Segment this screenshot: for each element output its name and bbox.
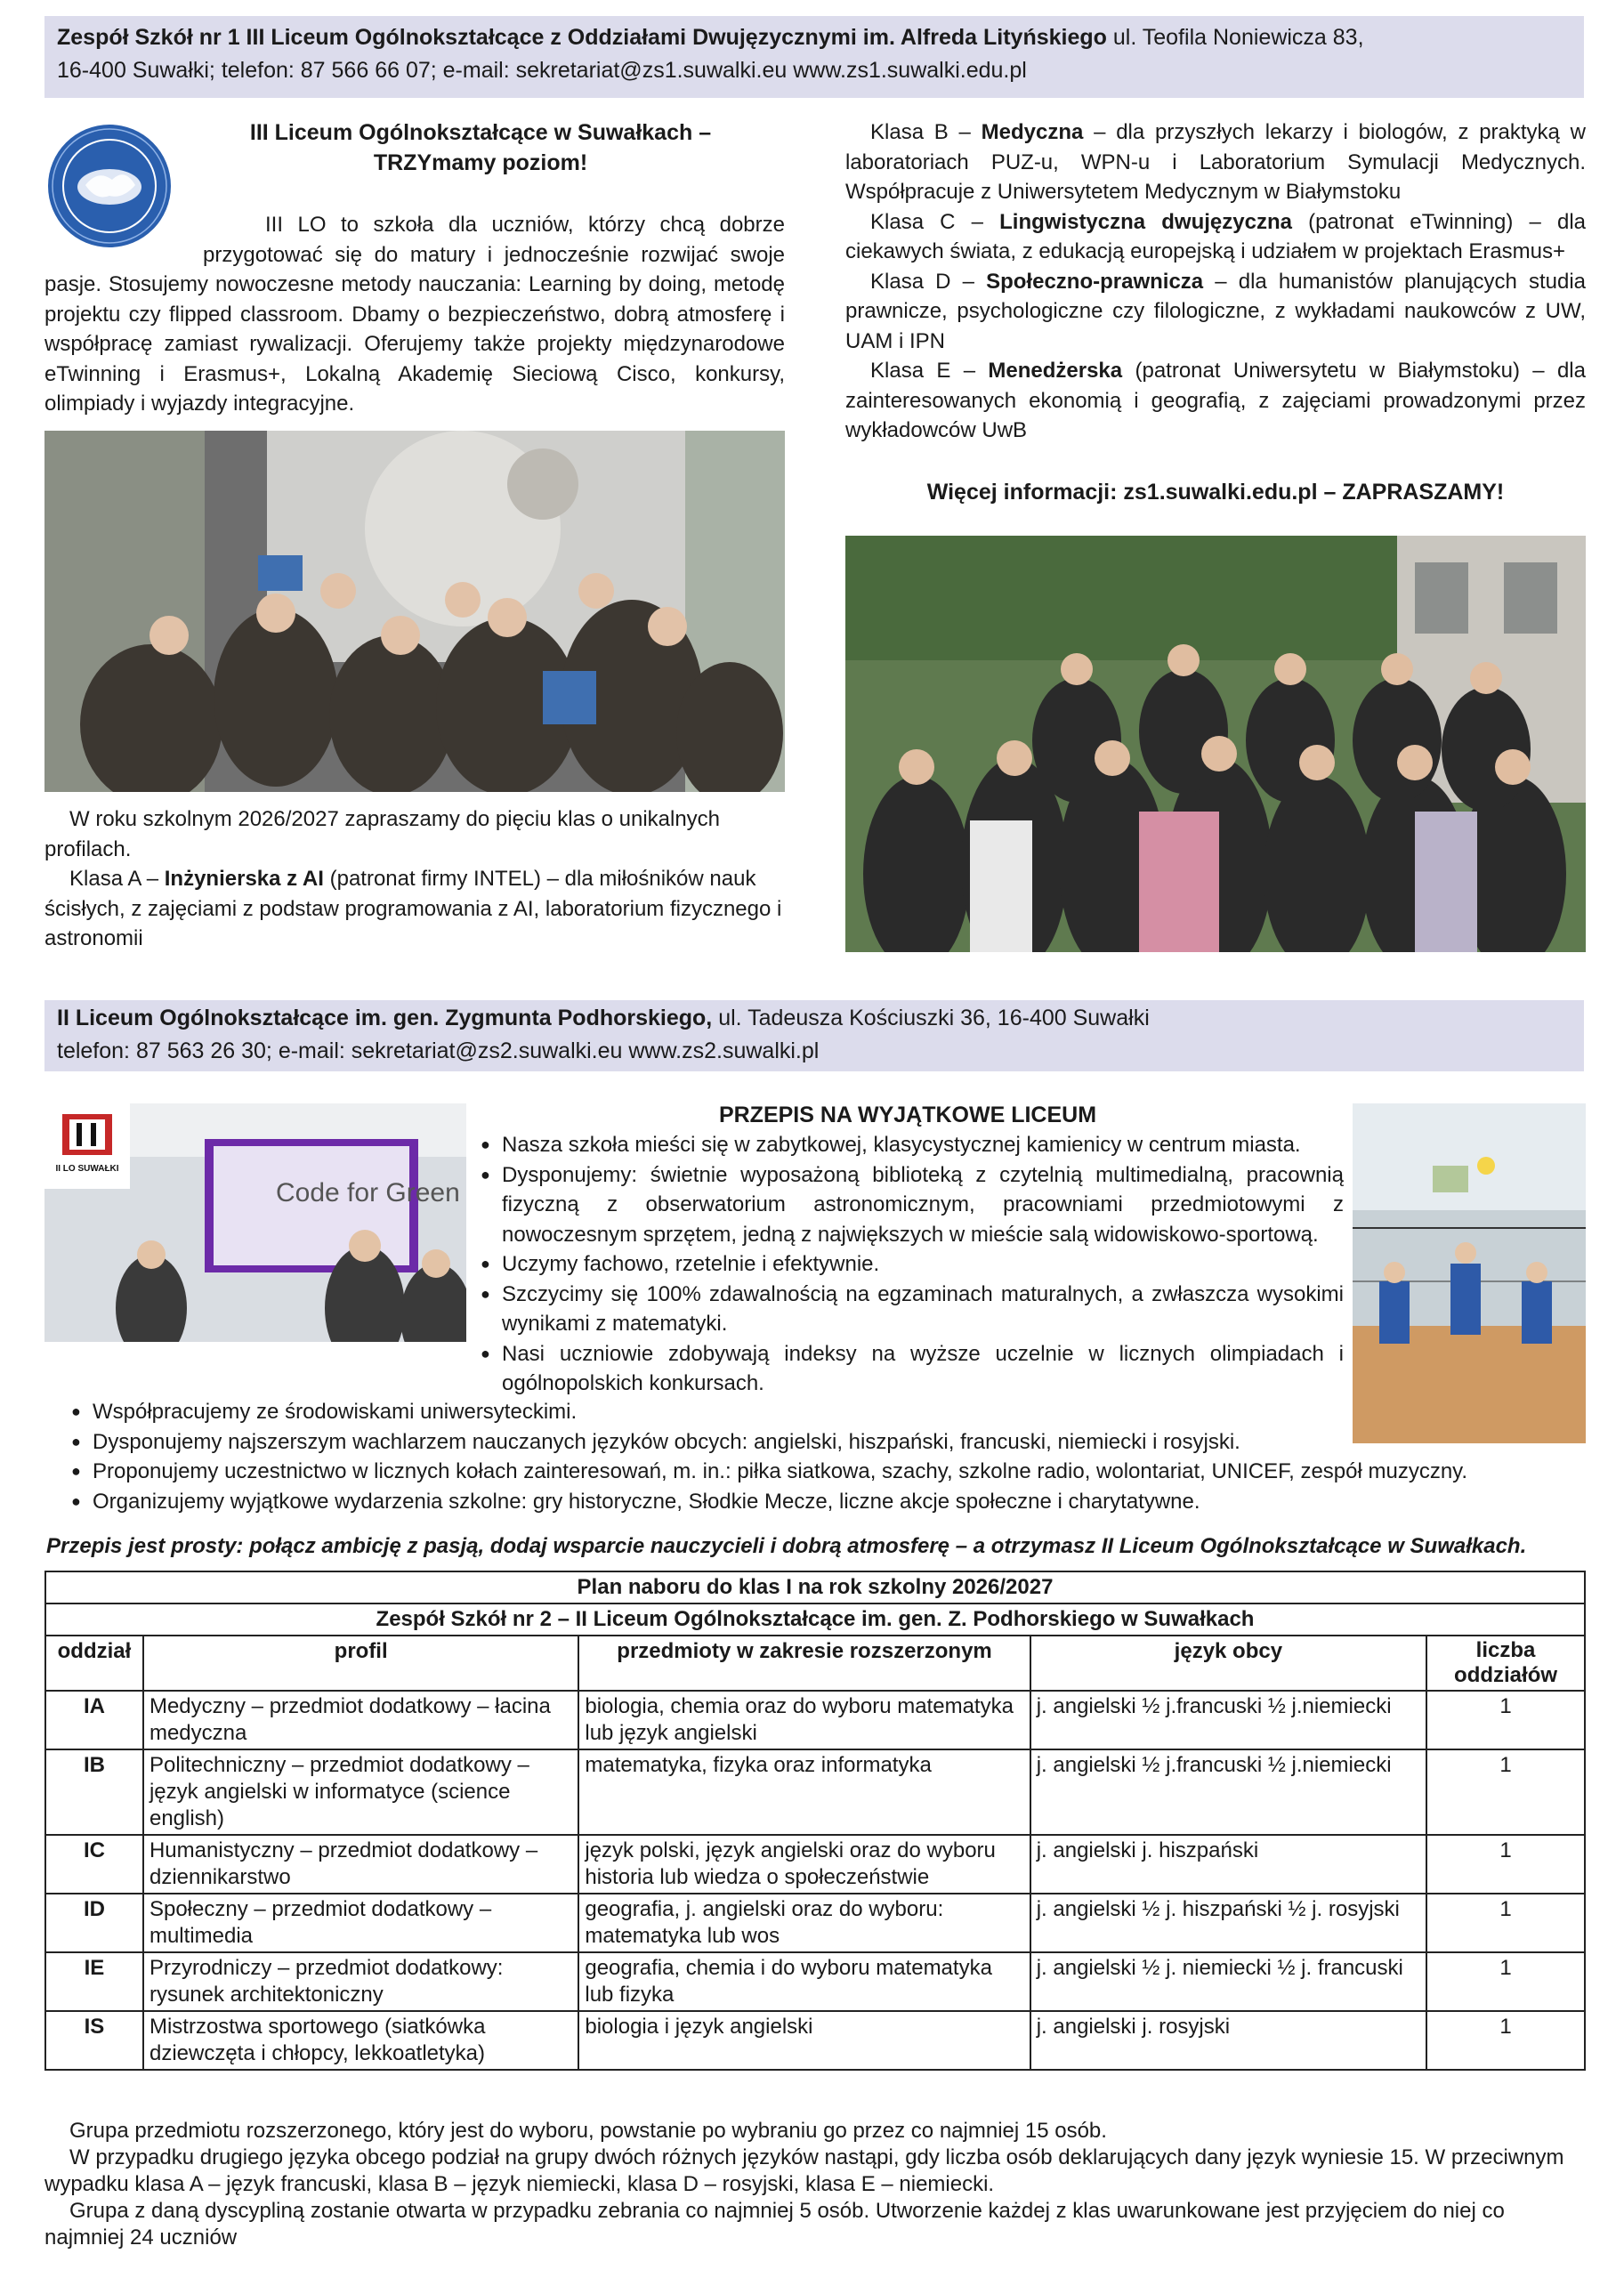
school2-bullets-wide — [71, 1397, 1584, 1516]
school2-header-name: II Liceum Ogólnokształcące im. gen. Zygmunta Podhorskiego, — [57, 1006, 713, 1030]
table-row: IA Medyczny – przedmiot dodatkowy – łacina medyczna biologia, chemia oraz do wyboru matematyka lub język angielski j. angielski ½ j.francuski ½ j.niemiecki 1 — [45, 1691, 1585, 1749]
school1-title: III Liceum Ogólnokształcące w Suwałkach – TRZYmamy poziom! — [249, 120, 712, 175]
school1-more-info: Więcej informacji: zs1.suwalki.edu.pl – ZAPRASZAMY! — [926, 480, 1505, 505]
school2-header — [44, 1000, 1584, 1071]
school2-logo-text: II LO SUWAŁKI — [55, 1164, 119, 1174]
klasa-c: Klasa C – Lingwistyczna dwujęzyczna (patronat eTwinning) – dla ciekawych świata, z edukacją europejską i udziałem w projektach Erasmus+ — [845, 209, 1587, 263]
table-header-row — [45, 1636, 1585, 1691]
teachers-photo — [845, 536, 1586, 952]
col-header: profil — [143, 1636, 578, 1691]
school1-bottom-left — [44, 804, 785, 954]
table-title: Plan naboru do klas I na rok szkolny 2026/2027 — [45, 1571, 1585, 1603]
klasa-a: Klasa A – Inżynierska z AI (patronat firmy INTEL) – dla miłośników nauk ścisłych, z zajęciami z podstaw programowania z AI, laboratorium fizycznego i astronomii — [44, 867, 782, 950]
bullet-item: ● Proponujemy uczestnictwo w licznych kołach zainteresowań, m. in.: piłka siatkowa, szachy, szkolne radio, wolontariat, UNICEF, zespół muzyczny. — [71, 1457, 1584, 1487]
school2-notes — [44, 2118, 1586, 2251]
table-row: ID Społeczny – przedmiot dodatkowy – multimedia geografia, j. angielski oraz do wyboru: matematyka lub wos j. angielski ½ j. hiszpański ½ j. rosyjski 1 — [45, 1894, 1585, 1952]
table-row: IB Politechniczny – przedmiot dodatkowy – język angielski w informatyce (science english) matematyka, fizyka oraz informatyka j. angielski ½ j.francuski ½ j.niemiecki 1 — [45, 1749, 1585, 1835]
bullet-item: ● Szczycimy się 100% zdawalnością na egzaminach maturalnych, a zwłaszcza wysokimi wynikami z matematyki. — [481, 1280, 1344, 1339]
klasa-d: Klasa D – Społeczno-prawnicza – dla humanistów planujących studia prawnicze, psychologiczne czy filologiczne, z wykładami naukowców z UW, UAM i IPN — [845, 269, 1586, 353]
school1-intro: III LO to szkoła dla uczniów, którzy chcą dobrze przygotować się do matury i jednocześnie rozwijać swoje pasje. Stosujemy nowoczesne metody nauczania: Learning by doing, metodę projektu czy flipped classroom. Dbamy o bezpieczeństwo, dobrą atmosferę i współpracę zamiast rywalizacji. Oferujemy także projekty międzynarodowe eTwinning i Erasmus+, Lokalną Akademię Sieciową Cisco, konkursy, olimpiady i wyjazdy integracyjne. — [44, 213, 785, 416]
table-row: IS Mistrzostwa sportowego (siatkówka dziewczęta i chłopcy, lekkoatletyka) biologia i język angielski j. angielski j. rosyjski 1 — [45, 2011, 1585, 2070]
table-row: IC Humanistyczny – przedmiot dodatkowy – dziennikarstwo język polski, język angielski oraz do wyboru historia lub wiedza o społeczeństwie j. angielski j. hiszpański 1 — [45, 1835, 1585, 1894]
admission-table — [44, 1571, 1586, 2071]
students-photo — [44, 431, 785, 792]
school2-title: PRZEPIS NA WYJĄTKOWE LICEUM — [718, 1103, 1097, 1127]
school1-header — [44, 16, 1584, 98]
klasa-e: Klasa E – Menedżerska (patronat Uniwersytetu w Białymstoku) – dla zainteresowanych ekonomią i geografią, z zajęciami prowadzonymi przez wykładowców UwB — [845, 359, 1586, 442]
school2-header-address: ul. Tadeusza Kościuszki 36, 16-400 Suwałki — [712, 1006, 1150, 1030]
note: Grupa przedmiotu rozszerzonego, który jest do wyboru, powstanie po wybraniu go przez co najmniej 15 osób. — [69, 2119, 1107, 2143]
klasa-b: Klasa B – Medyczna – dla przyszłych lekarzy i biologów, z praktyką w laboratoriach PUZ-u, WPN-u i Laboratorium Symulacji Medycznych. Współpracuje z Uniwersytetem Medycznym w Białymstoku — [845, 120, 1586, 204]
school1-invite: W roku szkolnym 2026/2027 zapraszamy do pięciu klas o unikalnych profilach. — [44, 807, 721, 861]
table-subtitle: Zespół Szkół nr 2 – II Liceum Ogólnokształcące im. gen. Z. Podhorskiego w Suwałkach — [45, 1603, 1585, 1636]
note: W przypadku drugiego języka obcego podział na grupy dwóch różnych języków nastąpi, gdy liczba osób deklarujących dany język wyniesie 15. W przeciwnym wypadku klasa A – język francuski, klasa B – język niemiecki, klasa D – rosyjski, klasa E – niemiecki. — [44, 2145, 1564, 2196]
school1-header-contact: 16-400 Suwałki; telefon: 87 566 66 07; e-mail: sekretariat@zs1.suwalki.eu www.zs1.suwalki.edu.pl — [57, 58, 1027, 83]
col-header: liczba oddziałów — [1426, 1636, 1585, 1691]
screen-text: Code for Green — [276, 1178, 460, 1208]
bullet-item: ● Dysponujemy najszerszym wachlarzem nauczanych języków obcych: angielski, hiszpański, francuski, niemiecki i rosyjski. — [71, 1427, 1584, 1458]
bullet-item: ● Uczymy fachowo, rzetelnie i efektywnie. — [481, 1249, 1344, 1280]
bullet-item: ● Dysponujemy: świetnie wyposażoną biblioteką z czytelnią multimedialną, pracownią fizyczną z obserwatorium astronomicznym, pracowniami przedmiotowymi z nowoczesnym sprzętem, jedną z największych w mieście salą widowiskowo-sportową. — [481, 1160, 1344, 1250]
school2-recipe: Przepis jest prosty: połącz ambicję z pasją, dodaj wsparcie nauczycieli i dobrą atmosferę – a otrzymasz II Liceum Ogólnokształcące w Suwałkach. — [46, 1534, 1527, 1558]
classroom-photo — [44, 1103, 466, 1342]
volleyball-photo — [1353, 1103, 1586, 1443]
school1-header-name: Zespół Szkół nr 1 III Liceum Ogólnokształcące z Oddziałami Dwujęzycznymi im. Alfreda Lityńskiego — [57, 25, 1107, 50]
school1-classes — [845, 117, 1586, 446]
col-header: język obcy — [1030, 1636, 1426, 1691]
bullet-item: ● Nasi uczniowie zdobywają indeksy na wyższe uczelnie w licznych olimpiadach i ogólnopolskich konkursach. — [481, 1339, 1344, 1399]
col-header: oddział — [45, 1636, 143, 1691]
note: Grupa z daną dyscypliną zostanie otwarta w przypadku zebrania co najmniej 5 osób. Utworzenie każdej z klas uwarunkowane jest przyjęciem do niej co najmniej 24 uczniów — [44, 2199, 1505, 2250]
school1-header-address: ul. Teofila Noniewicza 83, — [1106, 25, 1364, 50]
bullet-item: ● Organizujemy wyjątkowe wydarzenia szkolne: gry historyczne, Słodkie Mecze, liczne akcje społeczne i charytatywne. — [71, 1487, 1584, 1517]
school2-header-contact: telefon: 87 563 26 30; e-mail: sekretariat@zs2.suwalki.eu www.zs2.suwalki.pl — [57, 1038, 820, 1063]
bullet-item: ● Nasza szkoła mieści się w zabytkowej, klasycystycznej kamienicy w centrum miasta. — [481, 1130, 1344, 1160]
col-header: przedmioty w zakresie rozszerzonym — [578, 1636, 1030, 1691]
bullet-item: ● Współpracujemy ze środowiskami uniwersyteckimi. — [71, 1397, 1584, 1427]
table-row: IE Przyrodniczy – przedmiot dodatkowy: rysunek architektoniczny geografia, chemia i do wyboru matematyka lub fizyka j. angielski ½ j. niemiecki ½ j. francuski 1 — [45, 1952, 1585, 2011]
school2-bullets-narrow — [481, 1130, 1344, 1399]
